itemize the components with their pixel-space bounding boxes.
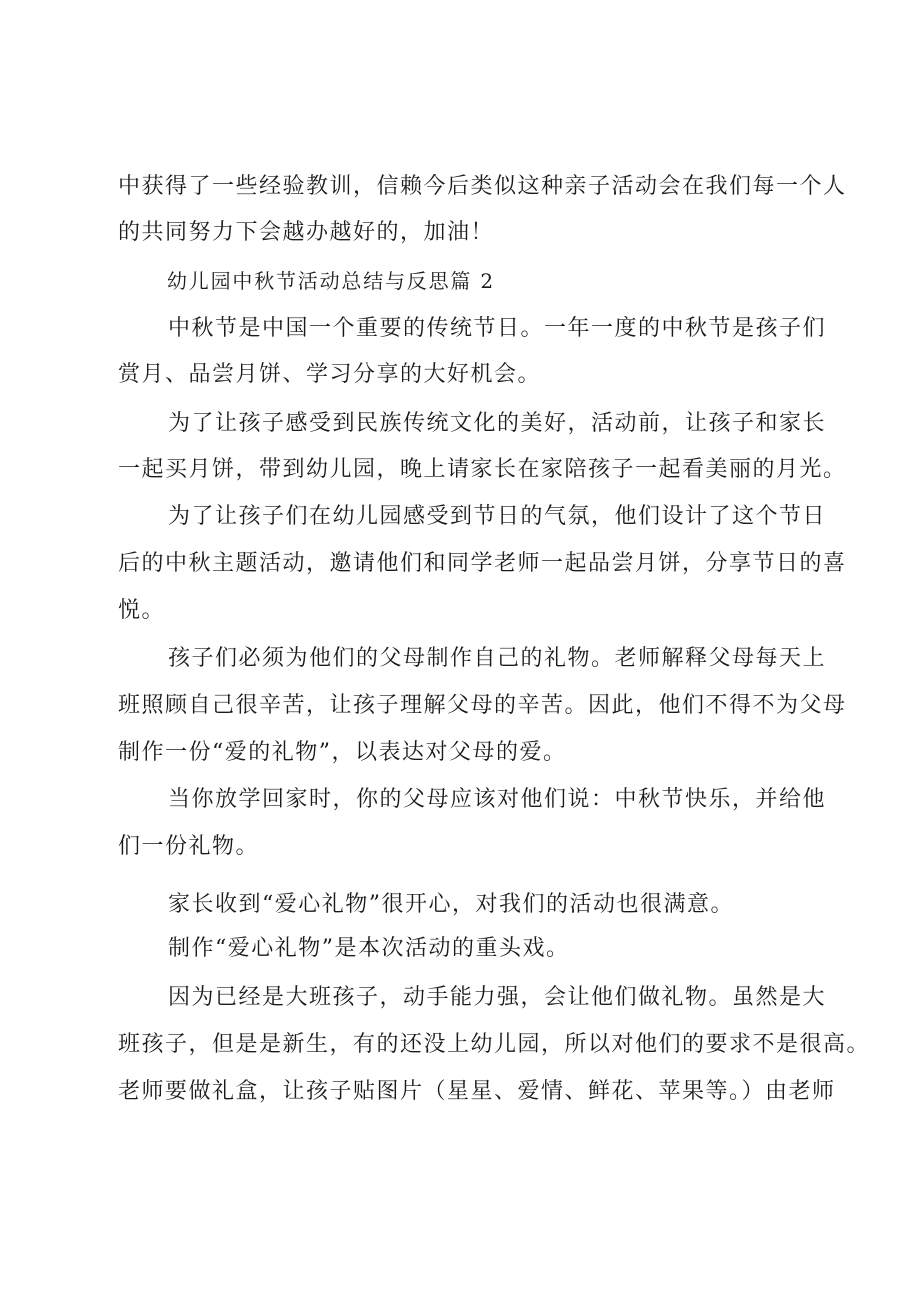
text-line: 家长收到“爱心礼物”很开心，对我们的活动也很满意。: [168, 892, 734, 917]
text-line: 为了让孩子感受到民族传统文化的美好，活动前，让孩子和家长: [168, 411, 827, 436]
text-line: 因为已经是大班孩子，动手能力强，会让他们做礼物。虽然是大: [168, 985, 827, 1010]
text-line: 中秋节是中国一个重要的传统节日。一年一度的中秋节是孩子们: [168, 316, 827, 341]
section-heading: 幼儿园中秋节活动总结与反思篇 2: [167, 269, 495, 293]
text-line: 班孩子，但是是新生，有的还没上幼儿园，所以对他们的要求不是很高。: [118, 1032, 871, 1057]
text-line: 当你放学回家时，你的父母应该对他们说：中秋节快乐，并给他: [168, 787, 827, 812]
text-line: 制作一份“爱的礼物”，以表达对父母的爱。: [118, 740, 567, 765]
text-line: 制作“爱心礼物”是本次活动的重头戏。: [168, 936, 570, 961]
text-line: 赏月、品尝月饼、学习分享的大好机会。: [118, 362, 542, 387]
text-line: 悦。: [118, 598, 166, 623]
text-line: 孩子们必须为他们的父母制作自己的礼物。老师解释父母每天上: [168, 646, 827, 671]
text-line: 一起买月饼，带到幼儿园，晚上请家长在家陪孩子一起看美丽的月光。: [118, 457, 847, 482]
text-line: 班照顾自己很辛苦，让孩子理解父母的辛苦。因此，他们不得不为父母: [118, 693, 847, 718]
text-line: 老师要做礼盒，让孩子贴图片（星星、爱情、鲜花、苹果等。）由老师: [118, 1079, 836, 1104]
text-line: 中获得了一些经验教训，信赖今后类似这种亲子活动会在我们每一个人: [118, 174, 847, 199]
text-line: 为了让孩子们在幼儿园感受到节日的气氛，他们设计了这个节日: [168, 504, 827, 529]
text-line: 的共同努力下会越办越好的，加油！: [118, 220, 495, 245]
text-line: 后的中秋主题活动，邀请他们和同学老师一起品尝月饼，分享节日的喜: [118, 551, 847, 576]
text-line: 们一份礼物。: [118, 834, 260, 859]
